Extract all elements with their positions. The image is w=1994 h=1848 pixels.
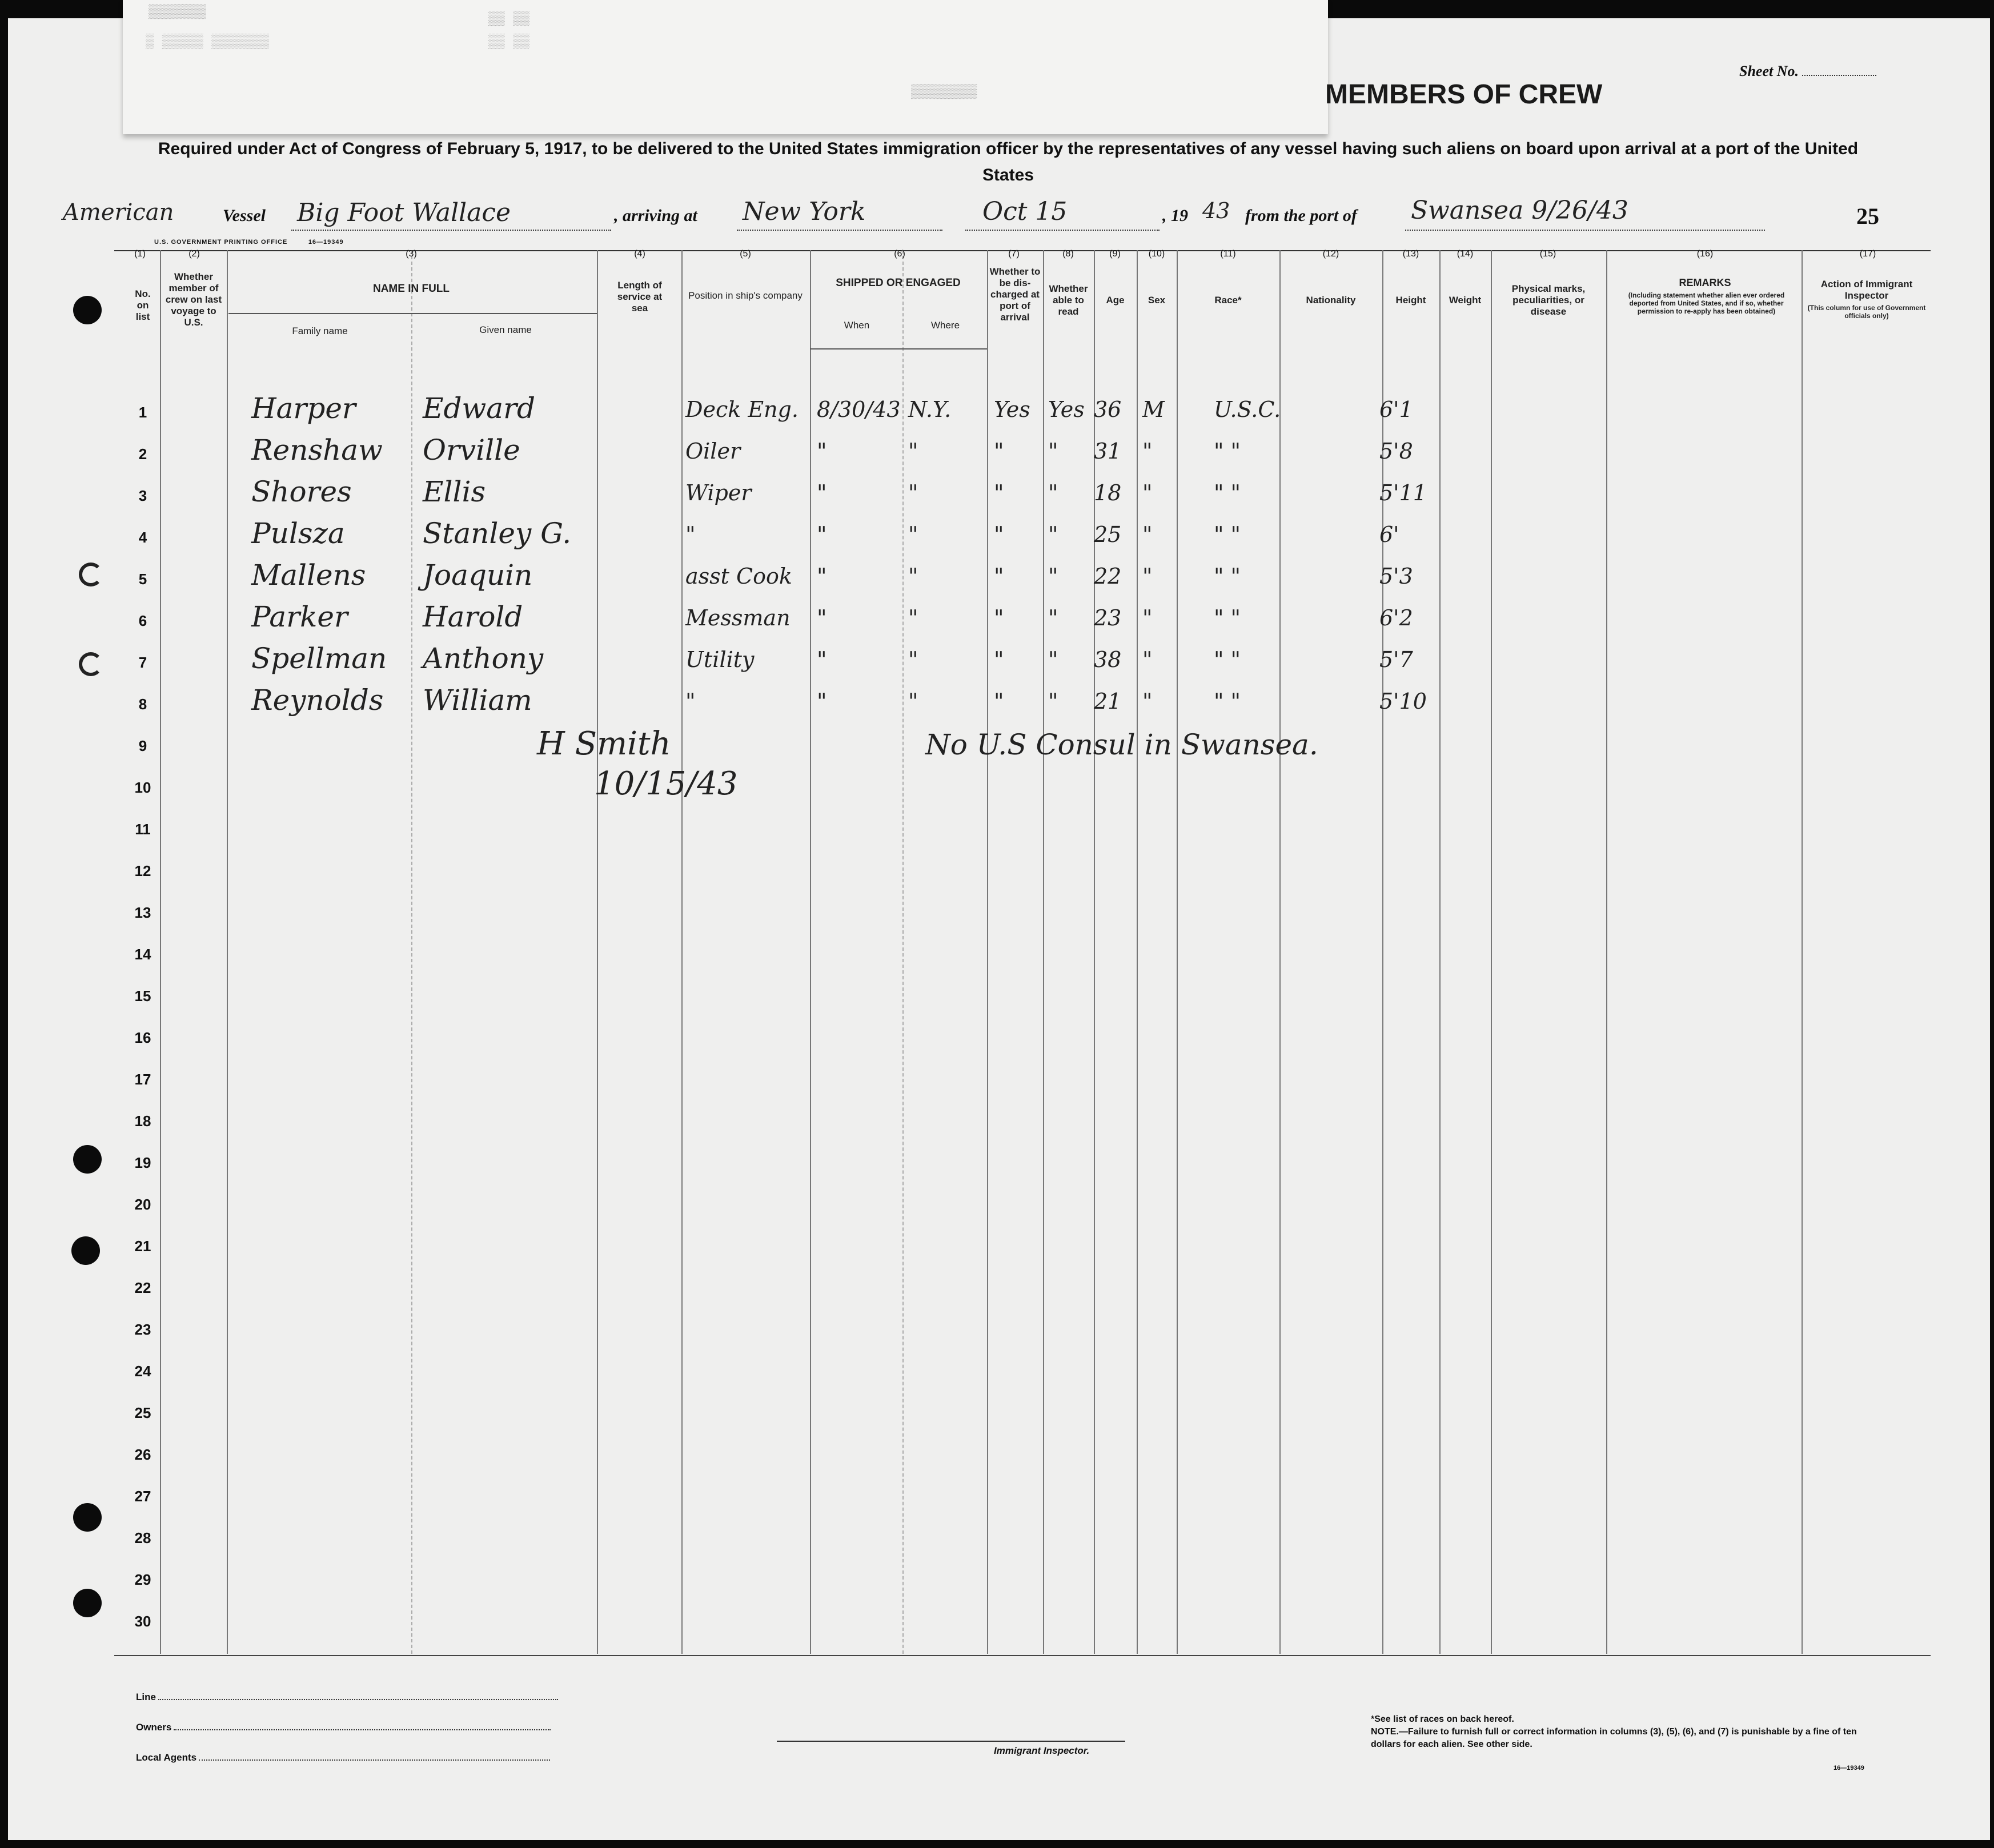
col-number: (10)	[1148, 249, 1165, 259]
discharge-cell: "	[994, 438, 1004, 464]
position-cell: "	[685, 688, 696, 714]
col-divider	[1137, 250, 1138, 1654]
consul-note: No U.S Consul in Swansea.	[925, 728, 1318, 761]
able-read-cell: "	[1048, 563, 1058, 589]
header-action: Action of Immigrant Inspector	[1820, 279, 1913, 301]
col-number: (3)	[406, 249, 417, 259]
punch-hole	[79, 563, 103, 586]
col-number: (9)	[1109, 249, 1121, 259]
header-given-name: Given name	[479, 324, 532, 335]
owners-field: Owners	[136, 1722, 551, 1733]
vessel-label: Vessel	[223, 206, 266, 225]
col-divider	[1491, 250, 1492, 1654]
col-divider	[810, 250, 811, 1654]
arrival-year: 43	[1202, 198, 1230, 223]
arriving-label: , arriving at	[614, 206, 697, 225]
margin-note: American	[63, 199, 174, 226]
col-number: (8)	[1062, 249, 1074, 259]
position-cell: "	[685, 521, 696, 547]
family-name-cell: Parker	[251, 600, 348, 633]
height-cell: 5'7	[1379, 646, 1413, 672]
departure-port: Swansea 9/26/43	[1411, 196, 1628, 225]
col-number: (17)	[1859, 249, 1876, 259]
header-action-note: (This column for use of Government officials only)	[1807, 304, 1926, 320]
row-number: 25	[134, 1404, 151, 1421]
race-cell: " "	[1214, 646, 1241, 672]
shipped-where-cell: "	[908, 480, 918, 505]
col-number: (1)	[134, 249, 146, 259]
sheet-number: 25	[1856, 203, 1879, 229]
row-number: 9	[138, 737, 147, 754]
col-number: (11)	[1220, 249, 1236, 259]
header-shipped: SHIPPED OR ENGAGED	[836, 277, 961, 289]
port-underline	[1405, 230, 1765, 231]
col-divider	[1279, 250, 1281, 1654]
row-number: 12	[134, 862, 151, 879]
given-name-cell: William	[423, 683, 532, 717]
col-number: (2)	[188, 249, 200, 259]
able-read-cell: "	[1048, 688, 1058, 714]
form-subtitle: Required under Act of Congress of February 5, 1917, to be delivered to the United States immigration officer by the representatives of any vessel having such aliens on board upon arrival at a port of the United States	[158, 139, 1859, 184]
discharge-cell: "	[994, 688, 1004, 714]
sex-cell: "	[1142, 605, 1153, 630]
row-number: 5	[138, 571, 147, 588]
discharge-cell: "	[994, 646, 1004, 672]
col-number: (16)	[1696, 249, 1714, 259]
shipped-when-cell: "	[817, 688, 827, 714]
discharge-cell: "	[994, 480, 1004, 505]
row-number: 11	[135, 821, 151, 838]
age-cell: 22	[1094, 563, 1122, 589]
col-number: (5)	[740, 249, 751, 259]
col-divider	[227, 250, 228, 1654]
row-number: 27	[134, 1488, 151, 1505]
able-read-cell: "	[1048, 521, 1058, 547]
header-weight: Weight	[1449, 295, 1482, 306]
race-cell: " "	[1214, 605, 1241, 630]
race-cell: " "	[1214, 480, 1241, 505]
sex-cell: M	[1142, 396, 1165, 422]
col-divider	[1177, 250, 1178, 1654]
shipped-where-cell: "	[908, 438, 918, 464]
sex-cell: "	[1142, 521, 1153, 547]
form-code: 16—19349	[1833, 1765, 1864, 1771]
port-label: from the port of	[1245, 206, 1357, 225]
family-name-cell: Reynolds	[251, 683, 384, 717]
crew-table	[114, 250, 1931, 1656]
header-length-service: Length of service at sea	[617, 280, 663, 314]
col-divider	[1802, 250, 1803, 1654]
header-name-in-full: NAME IN FULL	[372, 283, 450, 295]
position-cell: asst Cook	[685, 563, 792, 589]
height-cell: 6'1	[1379, 396, 1413, 422]
row-number: 23	[134, 1321, 151, 1338]
discharge-cell: Yes	[994, 396, 1030, 422]
discharge-cell: "	[994, 605, 1004, 630]
races-note: *See list of races on back hereof.	[1371, 1714, 1514, 1724]
shipped-where-cell: "	[908, 563, 918, 589]
printer-line: U.S. GOVERNMENT PRINTING OFFICE 16—19349	[154, 239, 344, 246]
shipped-when-cell: "	[817, 605, 827, 630]
shipped-when-cell: "	[817, 563, 827, 589]
able-read-cell: "	[1048, 605, 1058, 630]
header-race: Race*	[1214, 295, 1242, 306]
row-number: 29	[134, 1571, 151, 1588]
header-family-name: Family name	[292, 326, 348, 336]
able-read-cell: "	[1048, 646, 1058, 672]
row-number: 4	[138, 529, 147, 546]
height-cell: 5'10	[1379, 688, 1427, 714]
col-divider	[902, 250, 904, 1654]
header-position: Position in ship's company	[688, 290, 803, 301]
sex-cell: "	[1142, 438, 1153, 464]
row-number: 17	[134, 1071, 151, 1088]
row-number: 3	[138, 487, 147, 504]
col-number: (6)	[894, 249, 905, 259]
shipped-where-cell: "	[908, 646, 918, 672]
family-name-cell: Spellman	[251, 641, 387, 675]
inspector-signature: H Smith	[537, 725, 671, 762]
row-number: 1	[138, 404, 147, 421]
family-name-cell: Harper	[251, 391, 356, 425]
position-cell: Oiler	[685, 438, 741, 464]
row-number: 24	[134, 1363, 151, 1380]
family-name-cell: Shores	[251, 475, 352, 508]
shipped-when-cell: "	[817, 646, 827, 672]
vessel-underline	[291, 230, 611, 231]
header-discharged: Whether to be dis-charged at port of arrival	[989, 266, 1041, 323]
col-divider	[597, 250, 598, 1654]
col-divider	[987, 250, 988, 1654]
race-cell: " "	[1214, 688, 1241, 714]
discharge-cell: "	[994, 563, 1004, 589]
col-divider	[1606, 250, 1607, 1654]
row-number: 22	[134, 1279, 151, 1296]
name-divider	[228, 313, 597, 314]
col-divider	[1043, 250, 1044, 1654]
family-name-cell: Renshaw	[251, 433, 383, 467]
given-name-cell: Harold	[423, 600, 523, 633]
punch-hole	[73, 1589, 102, 1617]
inspector-label: Immigrant Inspector.	[994, 1745, 1090, 1756]
height-cell: 5'8	[1379, 438, 1413, 464]
able-read-cell: Yes	[1048, 396, 1085, 422]
race-cell: " "	[1214, 521, 1241, 547]
header-age: Age	[1106, 295, 1125, 306]
height-cell: 5'11	[1379, 480, 1427, 505]
col-number: (15)	[1539, 249, 1556, 259]
row-number: 18	[134, 1112, 151, 1130]
age-cell: 21	[1094, 688, 1122, 714]
inspector-signature-line	[777, 1741, 1125, 1742]
age-cell: 31	[1094, 438, 1122, 464]
shipped-where-cell: "	[908, 605, 918, 630]
header-sex: Sex	[1148, 295, 1166, 306]
col-divider	[411, 250, 412, 1654]
row-number: 15	[134, 987, 151, 1005]
row-number: 28	[134, 1529, 151, 1546]
punch-hole	[73, 296, 102, 324]
discharge-cell: "	[994, 521, 1004, 547]
position-cell: Messman	[685, 605, 791, 630]
race-cell: " "	[1214, 438, 1241, 464]
date-underline	[965, 230, 1160, 231]
position-cell: Deck Eng.	[685, 396, 799, 422]
row-number: 21	[134, 1238, 151, 1255]
height-cell: 6'2	[1379, 605, 1413, 630]
shipped-where-cell: "	[908, 521, 918, 547]
header-nationality: Nationality	[1306, 295, 1356, 306]
vessel-name: Big Foot Wallace	[297, 198, 511, 227]
col-number: (4)	[634, 249, 645, 259]
race-cell: U.S.C.	[1214, 396, 1281, 422]
col-divider	[1439, 250, 1441, 1654]
sex-cell: "	[1142, 688, 1153, 714]
sex-cell: "	[1142, 646, 1153, 672]
col-number: (14)	[1457, 249, 1474, 259]
row-number: 8	[138, 696, 147, 713]
shipped-when-cell: "	[817, 521, 827, 547]
arrival-port: New York	[743, 197, 866, 226]
shipped-where-cell: N.Y.	[908, 396, 952, 422]
year-prefix: , 19	[1162, 206, 1188, 225]
row-number: 19	[134, 1154, 151, 1171]
row-number: 20	[134, 1196, 151, 1213]
row-number: 2	[138, 445, 147, 463]
header-where: Where	[930, 320, 960, 331]
age-cell: 38	[1094, 646, 1122, 672]
row-number: 16	[134, 1029, 151, 1046]
arrival-date: Oct 15	[982, 197, 1068, 226]
row-number: 26	[134, 1446, 151, 1463]
header-physical: Physical marks, peculiarities, or disease	[1511, 283, 1586, 317]
given-name-cell: Stanley G.	[423, 516, 572, 550]
punch-hole	[73, 1145, 102, 1174]
height-cell: 6'	[1379, 521, 1399, 547]
punch-hole	[71, 1236, 100, 1265]
given-name-cell: Joaquin	[423, 558, 533, 592]
age-cell: 18	[1094, 480, 1122, 505]
shipped-when-cell: 8/30/43	[817, 396, 901, 422]
row-number: 10	[134, 779, 151, 796]
shipped-when-cell: "	[817, 480, 827, 505]
punch-hole	[73, 1503, 102, 1532]
voyage-row	[57, 196, 1942, 237]
row-number: 14	[134, 946, 151, 963]
footer-note	[1371, 1713, 1873, 1751]
shipped-divider	[810, 348, 987, 349]
family-name-cell: Pulsza	[251, 516, 345, 550]
age-cell: 23	[1094, 605, 1122, 630]
able-read-cell: "	[1048, 438, 1058, 464]
row-number: 7	[138, 654, 147, 671]
position-cell: Utility	[685, 646, 755, 672]
sheet-number-label: Sheet No.	[1739, 63, 1876, 80]
position-cell: Wiper	[685, 480, 752, 505]
header-height: Height	[1395, 295, 1426, 306]
header-remarks: REMARKS	[1679, 277, 1731, 288]
row-number: 13	[134, 904, 151, 921]
col-number: (12)	[1322, 249, 1339, 259]
row-number: 6	[138, 612, 147, 629]
row-number: 30	[134, 1613, 151, 1630]
shipped-when-cell: "	[817, 438, 827, 464]
col-divider	[681, 250, 683, 1654]
signature-date: 10/15/43	[594, 765, 738, 802]
sex-cell: "	[1142, 563, 1153, 589]
col-number: (13)	[1402, 249, 1419, 259]
age-cell: 25	[1094, 521, 1122, 547]
form-title: MEMBERS OF CREW	[1325, 79, 1603, 110]
able-read-cell: "	[1048, 480, 1058, 505]
header-able-read: Whether able to read	[1049, 283, 1088, 317]
punch-hole	[79, 652, 103, 676]
agents-field: Local Agents	[136, 1752, 550, 1763]
given-name-cell: Edward	[423, 391, 536, 425]
header-no-on-list: No. on list	[135, 288, 151, 322]
header-whether-member: Whether member of crew on last voyage to U.S.	[165, 271, 222, 328]
header-remarks-note: (Including statement whether alien ever ordered deported from United States, and if so, whether permission to re-apply has been obtained)	[1628, 291, 1785, 315]
given-name-cell: Orville	[423, 433, 520, 467]
given-name-cell: Anthony	[423, 641, 544, 675]
penalty-note: NOTE.—Failure to furnish full or correct information in columns (3), (5), (6), and (7) is punishable by a fine of ten dollars for each alien. See other side.	[1371, 1727, 1857, 1749]
height-cell: 5'3	[1379, 563, 1413, 589]
arrival-underline	[737, 230, 942, 231]
family-name-cell: Mallens	[251, 558, 366, 592]
race-cell: " "	[1214, 563, 1241, 589]
line-field: Line	[136, 1692, 558, 1703]
header-when: When	[844, 320, 870, 331]
shipped-where-cell: "	[908, 688, 918, 714]
col-number: (7)	[1008, 249, 1020, 259]
given-name-cell: Ellis	[423, 475, 486, 508]
sex-cell: "	[1142, 480, 1153, 505]
age-cell: 36	[1094, 396, 1122, 422]
overlapping-paper-stub: ▒▒▒▒▒▒▒ ▒ ▒▒▒▒▒ ▒▒▒▒▒▒▒ ▒▒ ▒▒ ▒▒ ▒▒ ▒▒▒▒▒▒▒▒	[123, 0, 1328, 134]
